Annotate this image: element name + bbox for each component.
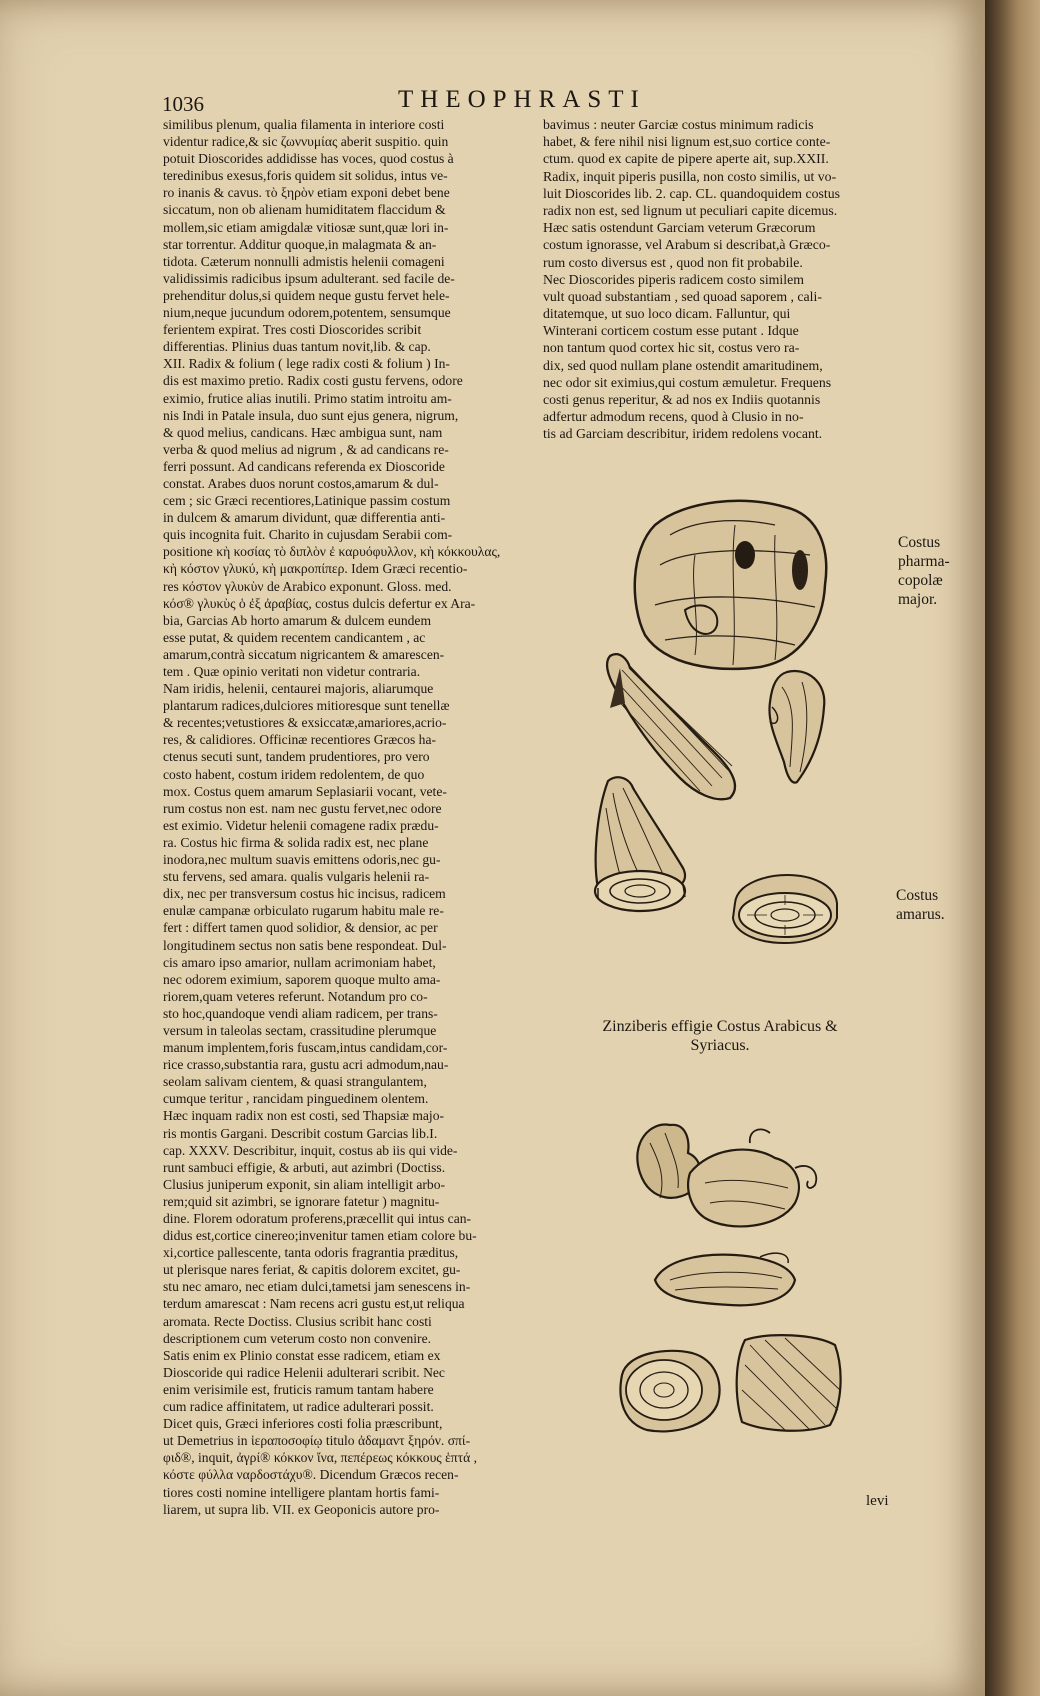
text-line: terdum amarescat : Nam recens acri gustu est,ut reliqua — [163, 1296, 465, 1312]
text-line: Nam iridis, helenii, centaurei majoris, aliarumque — [163, 681, 434, 697]
text-line: Zinziberis effigie Costus Arabicus & — [602, 1018, 838, 1035]
text-line: copolæ — [898, 572, 943, 589]
text-line: & recentes;vetustiores & exsiccatæ,amariores,acrio- — [163, 715, 447, 731]
page-edge — [985, 0, 1040, 1696]
text-line: differentias. Plinius duas tantum novit,lib. & cap. — [163, 339, 431, 355]
text-line: Dioscoride qui radice Helenii adulterari scribit. Nec — [163, 1364, 445, 1380]
text-line: bavimus : neuter Garciæ costus minimum radicis — [543, 117, 814, 132]
text-line: nium,neque jucundum odorem,potentem, sensumque — [163, 305, 451, 321]
caption-costus-amarus — [896, 886, 945, 924]
text-line: costo habent, costum iridem redolentem, de quo — [163, 766, 425, 782]
text-line: habet, & fere nihil nisi lignum est,suo cortice conte- — [543, 134, 831, 150]
text-line: non tantum quod cortex hic sit, costus vero ra- — [543, 340, 800, 356]
text-line: plantarum radices,dulciores mitioresque sunt tenellæ — [163, 698, 450, 714]
catchword: levi — [866, 1493, 889, 1509]
text-line: validissimis radicibus ipsum adulterant. sed facile de- — [163, 270, 455, 286]
text-line: stu nec amaro, nec etiam dulci,tametsi jam senescens in- — [163, 1279, 471, 1295]
text-line: cum radice affinitatem, ut radice adulterari possit. — [163, 1399, 434, 1415]
illustration-costus-root-3 — [588, 773, 700, 915]
text-line: nis Indi in Patale insula, duo sunt ejus genera, nigrum, — [163, 407, 459, 423]
text-line: positione κὴ κοσίας τὸ διπλὸν ἐ καρυόφυλλον, κὴ κόκκουλας, — [163, 544, 501, 560]
text-line: fert : differt tamen quod solidior, & densior, ac per — [163, 920, 438, 936]
text-line: ditatemque, ut suo loco dicam. Falluntur, qui — [543, 306, 791, 322]
text-line: & quod melius, candicans. Hæc ambigua sunt, nam — [163, 424, 443, 440]
text-line: dix, sed quod nullam plane ostendit amaritudinem, — [543, 357, 823, 373]
text-line: verba & quod melius ad nigrum , & ad candicans re- — [163, 441, 449, 457]
text-line: Syriacus. — [690, 1037, 750, 1054]
page-number: 1036 — [162, 92, 204, 116]
text-line: potuit Dioscorides addidisse has voces, quod costus à — [163, 151, 454, 167]
running-title: THEOPHRASTI — [398, 86, 646, 113]
text-line: ra. Costus hic firma & solida radix est, nec plane — [163, 834, 429, 850]
text-line: XII. Radix & folium ( lege radix costi & folium ) In- — [163, 356, 450, 372]
text-line: vult quoad substantiam , sed quoad saporem , cali- — [543, 288, 822, 304]
text-line: didus est,cortice cinereo;invenitur tamen etiam colore bu- — [163, 1228, 477, 1244]
text-line: tis ad Garciam describitur, iridem redolens vocant. — [543, 426, 823, 442]
text-line: enim verisimile est, fruticis ramum tantam habere — [163, 1381, 434, 1397]
text-line: res κόστον γλυκὺν de Arabico exponunt. Gloss. med. — [163, 578, 452, 594]
text-line: Costus — [896, 887, 939, 904]
text-line: mollem,sic etiam amigdalæ vitiosæ sunt,quæ lori in- — [163, 219, 449, 235]
text-line: manum implentem,foris fuscam,intus candidam,cor- — [163, 1040, 448, 1056]
caption-costus-major — [898, 533, 950, 609]
text-line: sto hoc,quandoque vendi aliam radicem, per trans- — [163, 1005, 438, 1021]
text-line: enulæ campanæ orbiculato rugarum habitu male re- — [163, 903, 444, 919]
text-line: stu fervens, sed amara. qualis vulgaris helenii ra- — [163, 869, 430, 885]
text-line: cumque teritur , rancidam pinguedinem olentem. — [163, 1091, 429, 1107]
text-line: ferientem expirat. Tres costi Dioscorides scribit — [163, 322, 422, 338]
text-line: Clusius juniperum exponit, sin aliam intelligit arbo- — [163, 1176, 446, 1192]
text-line: res, & calidiores. Officinæ recentiores Græcos ha- — [163, 732, 437, 748]
text-line: Dicet quis, Græci inferiores costi folia præscribunt, — [163, 1416, 443, 1432]
text-line: rice crasso,substantia rara, gustu acri admodum,nau- — [163, 1057, 449, 1073]
text-line: tidota. Cæterum nonnulli admistis helenii comageni — [163, 253, 445, 269]
text-line: versum in taleolas sectam, crassitudine plerumque — [163, 1022, 437, 1038]
text-line: Hæc inquam radix non est costi, sed Thapsiæ majo- — [163, 1108, 445, 1124]
text-line: runt sambuci effigie, & arbuti, aut azimbri (Doctiss. — [163, 1159, 446, 1175]
text-line: rem;quid sit azimbri, se ignorare fatetur ) magnitu- — [163, 1193, 440, 1209]
text-line: cem ; sic Græci recentiores,Latinique passim costum — [163, 493, 451, 509]
text-line: radix non est, sed lignum ut peculiari capite dicemus. — [543, 202, 838, 218]
text-line: Hæc satis ostendunt Garciam veterum Græcorum — [543, 220, 816, 236]
text-line: star torrentur. Additur quoque,in malagmata & an- — [163, 236, 437, 252]
page-header — [162, 86, 702, 116]
text-line: rum costus non est. nam nec gustu fervet,nec odore — [163, 800, 442, 816]
text-line: Radix, inquit piperis pusilla, non costo similis, ut vo- — [543, 168, 837, 184]
text-line: rum costo diversus est , quod non fit probabile. — [543, 254, 803, 270]
text-line: tiores costi nomine intelligere plantam hortis fami- — [163, 1484, 440, 1500]
text-line: κόσ® γλυκὺς ὁ ἐξ ἀραβίας, costus dulcis defertur ex Ara- — [163, 595, 476, 611]
text-line: Nec Dioscorides piperis radicem costo similem — [543, 271, 804, 287]
text-line: dis est maximo pretio. Radix costi gustu fervens, odore — [163, 373, 463, 389]
text-line: ut plerisque nares feriat, & capitis dolorem excitet, gu- — [163, 1262, 461, 1278]
illustration-zinziber-chunk — [730, 1330, 846, 1435]
text-line: dine. Florem odoratum proferens,præcellit qui intus can- — [163, 1211, 472, 1226]
text-line: Costus — [898, 534, 941, 551]
text-line: costi genus reperitur, & ad nos ex Indiis quotannis — [543, 392, 821, 407]
text-line: amarum,contrà siccatum nigricantem & amarescen- — [163, 646, 445, 662]
text-line: mox. Costus quem amarum Seplasiarii vocant, vete- — [163, 783, 447, 799]
text-line: adfertur admodum recens, quod à Clusio in no- — [543, 409, 804, 425]
text-line: major. — [898, 591, 938, 608]
text-line: ctum. quod ex capite de pipere aperte ait, sup.XXII. — [543, 151, 829, 167]
text-line: longitudinem sectus non satis bene respondeat. Dul- — [163, 937, 447, 953]
text-line: liarem, ut supra lib. VII. ex Geoponicis autore pro- — [163, 1501, 440, 1517]
text-line: amarus. — [896, 906, 945, 923]
right-text-column — [543, 116, 901, 443]
text-line: quis incognita fuit. Charito in cujusdam Serabii com- — [163, 527, 453, 543]
text-line: luit Dioscorides lib. 2. cap. CL. quandoquidem costus — [543, 185, 840, 201]
text-line: costum ignorasse, vel Arabum si describat,à Græco- — [543, 237, 831, 253]
text-line: teredinibus exesus,foris quidem sit solidus, intus ve- — [163, 168, 448, 184]
text-line: prehenditur dolus,si quidem neque gustu fervet hele- — [163, 287, 450, 303]
text-line: cis amaro ipso amarior, nullam acrimoniam habet, — [163, 954, 436, 970]
text-line: descriptionem cum veterum costo non convenire. — [163, 1330, 432, 1346]
text-line: nec odorem eximium, saporem quoque multo ama- — [163, 971, 441, 987]
text-line: est eximio. Videtur helenii comagene radix prædu- — [163, 817, 439, 833]
text-line: inodora,nec multum suavis emittens odoris,nec gu- — [163, 852, 441, 868]
text-line: esse putat, & quidem recentem candicantem , ac — [163, 629, 426, 645]
text-line: eximio, frutice alias inutili. Primo statim introitu am- — [163, 390, 452, 406]
text-line: xi,cortice pallescente, tanta odoris fragrantia præditus, — [163, 1245, 459, 1261]
text-line: dix, nec per transversum costus hic incisus, radicem — [163, 886, 446, 902]
text-line: similibus plenum, qualia filamenta in interiore costi — [163, 117, 445, 132]
text-line: ro inanis & cavus. τὸ ξηρὸν etiam exponi debet bene — [163, 185, 450, 201]
text-line: Winterani corticem costum esse putant . Idque — [543, 323, 799, 339]
illustration-zinziber-piece — [650, 1245, 800, 1315]
left-text-column — [163, 116, 515, 1518]
illustration-costus-slice — [727, 873, 842, 945]
text-line: κὴ κόστον γλυκύ, κὴ μακροπίπερ. Idem Græci recentio- — [163, 561, 468, 577]
text-line: ris montis Gargani. Describit costum Garcias lib.I. — [163, 1125, 438, 1141]
text-line: κόστε φύλλα ναρδοστάχυ®. Dicendum Græcos recen- — [163, 1467, 459, 1483]
text-line: constat. Arabes duos norunt costos,amarum & dul- — [163, 475, 439, 491]
text-line: videntur radice,& sic ζωννυμίας aberit suspitio. quin — [163, 134, 449, 150]
text-line: ut Demetrius in ἱεραποσοφίῳ titulo ἀδαμαντ ξηρόν. σπί- — [163, 1433, 471, 1449]
text-line: bia, Garcias Ab horto amarum & dulcem eundem — [163, 612, 432, 628]
text-line: Satis enim ex Plinio constat esse radicem, etiam ex — [163, 1347, 441, 1363]
text-line: nec odor sit eximius,qui costum æmuletur. Frequens — [543, 374, 832, 390]
text-line: pharma- — [898, 553, 950, 570]
text-line: riorem,quam veteres referunt. Notandum pro co- — [163, 988, 428, 1004]
illustration-zinziber-slice — [612, 1345, 727, 1437]
text-line: ctenus secuti sunt, tandem prudentiores, pro vero — [163, 749, 430, 765]
text-line: siccatum, non ob alienam humiditatem flaccidum & — [163, 202, 446, 218]
text-line: seolam salivam cientem, & quasi strangulantem, — [163, 1074, 427, 1090]
illustration-zinziber-roots — [610, 1113, 830, 1243]
text-line: in dulcem & amarum dividunt, quæ differentia anti- — [163, 510, 446, 526]
text-line: cap. XXXV. Describitur, inquit, costus ab iis qui vide- — [163, 1142, 458, 1158]
illustration-costus-root-2 — [762, 667, 832, 787]
text-line: ferri possunt. Ad candicans referenda ex Dioscoride — [163, 458, 445, 474]
text-line: φιδ®, inquit, ἀγρί® κόκκον ἴνα, πεπέρεως κόκκους ἑπτά , — [163, 1450, 478, 1466]
text-line: aromata. Recte Doctiss. Clusius scribit hanc costi — [163, 1313, 432, 1329]
caption-zinziber — [570, 1017, 870, 1055]
text-line: tem . Quæ opinio veritati non videtur contraria. — [163, 664, 421, 679]
